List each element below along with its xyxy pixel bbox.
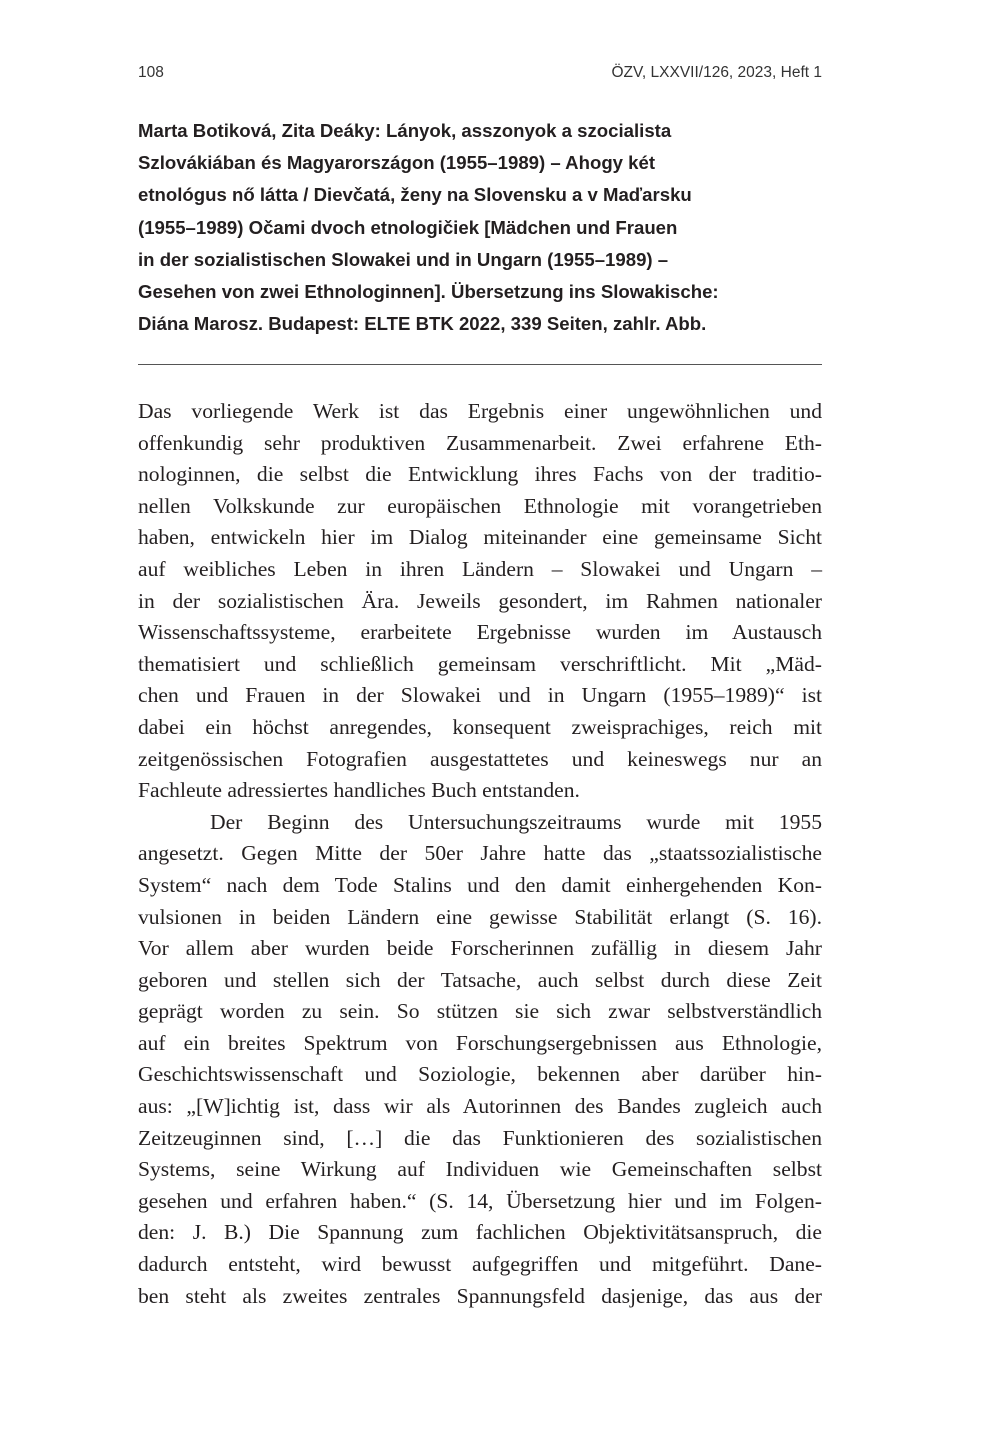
text-line: aus: „[W]ichtig ist, dass wir als Autorinnen des Bandes zugleich auch	[138, 1094, 822, 1119]
text-line: in der sozialistischen Ära. Jeweils gesondert, im Rahmen nationaler	[138, 588, 822, 613]
review-title-line: in der sozialistischen Slowakei und in Ungarn (1955–1989) –	[138, 248, 669, 270]
text-line: haben, entwickeln hier im Dialog miteinander eine gemeinsame Sicht	[138, 525, 822, 550]
text-line: Fachleute adressiertes handliches Buch entstanden.	[138, 778, 580, 803]
text-line: zeitgenössischen Fotografien ausgestattetes und keineswegs nur an	[138, 746, 822, 771]
text-line: offenkundig sehr produktiven Zusammenarbeit. Zwei erfahrene Eth-	[138, 430, 822, 455]
review-body	[138, 396, 822, 1312]
text-line: nellen Volkskunde zur europäischen Ethnologie mit vorangetrieben	[138, 493, 822, 518]
paragraph	[138, 807, 822, 1313]
review-title-line: etnológus nő látta / Dievčatá, ženy na Slovensku a v Maďarsku	[138, 184, 692, 206]
paragraph	[138, 396, 822, 807]
text-line: Systems, seine Wirkung auf Individuen wie Gemeinschaften selbst	[138, 1157, 822, 1182]
divider-rule	[138, 364, 822, 365]
text-line: dadurch entsteht, wird bewusst aufgegriffen und mitgeführt. Dane-	[138, 1252, 822, 1277]
text-line: angesetzt. Gegen Mitte der 50er Jahre hatte das „staatssozialistische	[138, 841, 822, 866]
text-line: nologinnen, die selbst die Entwicklung ihres Fachs von der traditio-	[138, 462, 822, 487]
text-line: geboren und stellen sich der Tatsache, auch selbst durch diese Zeit	[138, 967, 822, 992]
text-line: thematisiert und schließlich gemeinsam verschriftlicht. Mit „Mäd-	[138, 651, 822, 676]
text-line: Wissenschaftssysteme, erarbeitete Ergebnisse wurden im Austausch	[138, 620, 822, 645]
text-line: auf weibliches Leben in ihren Ländern – Slowakei und Ungarn –	[138, 556, 822, 581]
text-line: den: J. B.) Die Spannung zum fachlichen Objektivitätsanspruch, die	[138, 1220, 822, 1245]
page-number: 108	[138, 64, 164, 81]
review-title	[138, 115, 828, 340]
review-title-line: Diána Marosz. Budapest: ELTE BTK 2022, 339 Seiten, zahlr. Abb.	[138, 313, 707, 335]
text-line: geprägt worden zu sein. So stützen sie sich zwar selbstverständlich	[138, 999, 822, 1024]
text-line: Zeitzeuginnen sind, […] die das Funktionieren des sozialistischen	[138, 1125, 822, 1150]
text-line: Vor allem aber wurden beide Forscherinnen zufällig in diesem Jahr	[138, 936, 822, 961]
text-line: gesehen und erfahren haben.“ (S. 14, Übersetzung hier und im Folgen-	[138, 1188, 822, 1213]
review-title-line: (1955–1989) Očami dvoch etnologičiek [Mädchen und Frauen	[138, 216, 678, 238]
review-title-line: Szlovákiában és Magyarországon (1955–1989) – Ahogy két	[138, 152, 656, 174]
review-title-line: Marta Botiková, Zita Deáky: Lányok, asszonyok a szocialista	[138, 120, 672, 141]
text-line: chen und Frauen in der Slowakei und in Ungarn (1955–1989)“ ist	[138, 683, 822, 708]
review-title-line: Gesehen von zwei Ethnologinnen]. Übersetzung ins Slowakische:	[138, 281, 719, 303]
running-header-journal: ÖZV, LXXVII/126, 2023, Heft 1	[611, 64, 822, 81]
text-line: ben steht als zweites zentrales Spannungsfeld dasjenige, das aus der	[138, 1283, 822, 1308]
text-line: dabei ein höchst anregendes, konsequent zweisprachiges, reich mit	[138, 714, 822, 739]
text-line: System“ nach dem Tode Stalins und den damit einhergehenden Kon-	[138, 872, 822, 897]
text-line: Der Beginn des Untersuchungszeitraums wurde mit 1955	[210, 809, 822, 834]
text-line: Das vorliegende Werk ist das Ergebnis einer ungewöhnlichen und	[138, 399, 822, 423]
text-line: Geschichtswissenschaft und Soziologie, bekennen aber darüber hin-	[138, 1062, 822, 1087]
text-line: vulsionen in beiden Ländern eine gewisse Stabilität erlangt (S. 16).	[138, 904, 822, 929]
text-line: auf ein breites Spektrum von Forschungsergebnissen aus Ethnologie,	[138, 1030, 822, 1055]
